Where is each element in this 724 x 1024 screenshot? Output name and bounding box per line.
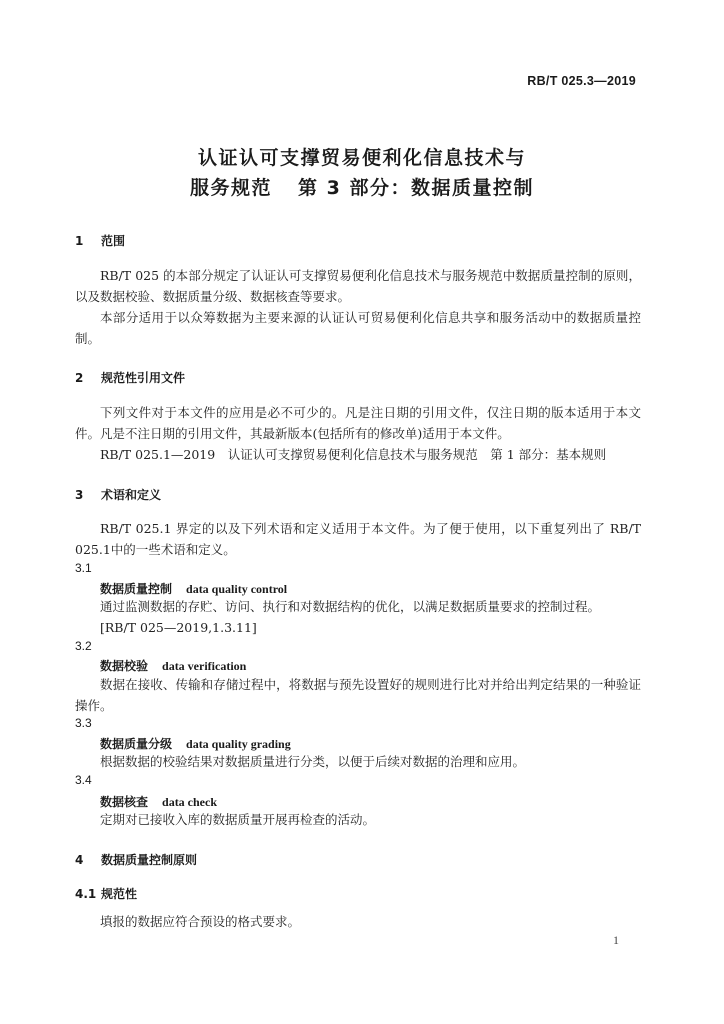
term-heading: 数据质量分级 data quality grading (100, 737, 291, 751)
document-title-line1: 认证认可支撑贸易便利化信息技术与 (197, 147, 526, 169)
term-number: 3.4 (75, 773, 92, 787)
term-number: 3.1 (75, 561, 92, 575)
page-number: 1 (613, 933, 619, 947)
term-number: 3.2 (75, 639, 92, 653)
term-definition: 根据数据的校验结果对数据质量进行分类，以便于后续对数据的治理和应用。 (100, 754, 526, 769)
term-definition: 通过监测数据的存贮、访问、执行和对数据结构的优化，以满足数据质量要求的控制过程。 (100, 599, 601, 614)
section-1-heading: 1 范围 (75, 234, 126, 248)
section-2-heading: 2 规范性引用文件 (75, 371, 186, 385)
term-heading: 数据核查 data check (100, 795, 218, 809)
subsection-4-1-heading: 4.1 规范性 (75, 887, 138, 901)
section-3-heading: 3 术语和定义 (75, 488, 162, 502)
section-1-paragraph-1: RB/T 025 的本部分规定了认证认可支撑贸易便利化信息技术与服务规范中数据质量控制的原则，以及数据校验、数据质量分级、数据核查等要求。 (75, 268, 641, 304)
document-title-line2 (0, 173, 724, 200)
standard-code: RB/T 025.3—2019 (527, 74, 636, 88)
section-2-paragraph-1: 下列文件对于本文件的应用是必不可少的。凡是注日期的引用文件，仅注日期的版本适用于本文件。凡是不注日期的引用文件，其最新版本(包括所有的修改单)适用于本文件。 (75, 405, 641, 441)
title-part-a: 服务规范 (190, 177, 273, 199)
section-3-paragraph-1: RB/T 025.1 界定的以及下列术语和定义适用于本文件。为了便于使用，以下重复列出了 RB/T 025.1中的一些术语和定义。 (75, 521, 641, 557)
section-1-paragraph-2: 本部分适用于以众筹数据为主要来源的认证认可贸易便利化信息共享和服务活动中的数据质量控制。 (75, 310, 641, 346)
term-heading: 数据质量控制 data quality control (100, 582, 288, 596)
term-reference: [RB/T 025—2019,1.3.11] (100, 620, 257, 635)
term-number: 3.3 (75, 716, 92, 730)
section-4-heading: 4 数据质量控制原则 (75, 853, 198, 867)
subsection-4-1-paragraph: 填报的数据应符合预设的格式要求。 (100, 914, 301, 929)
title-part-b: 第 3 部分：数据质量控制 (298, 177, 534, 199)
term-definition: 定期对已接收入库的数据质量开展再检查的活动。 (100, 812, 376, 827)
section-2-paragraph-2: RB/T 025.1—2019 认证认可支撑贸易便利化信息技术与服务规范 第 1 部分：基本规则 (100, 447, 607, 462)
term-definition: 数据在接收、传输和存储过程中，将数据与预先设置好的规则进行比对并给出判定结果的一种验证操作。 (75, 677, 641, 713)
term-heading: 数据校验 data verification (100, 659, 247, 673)
